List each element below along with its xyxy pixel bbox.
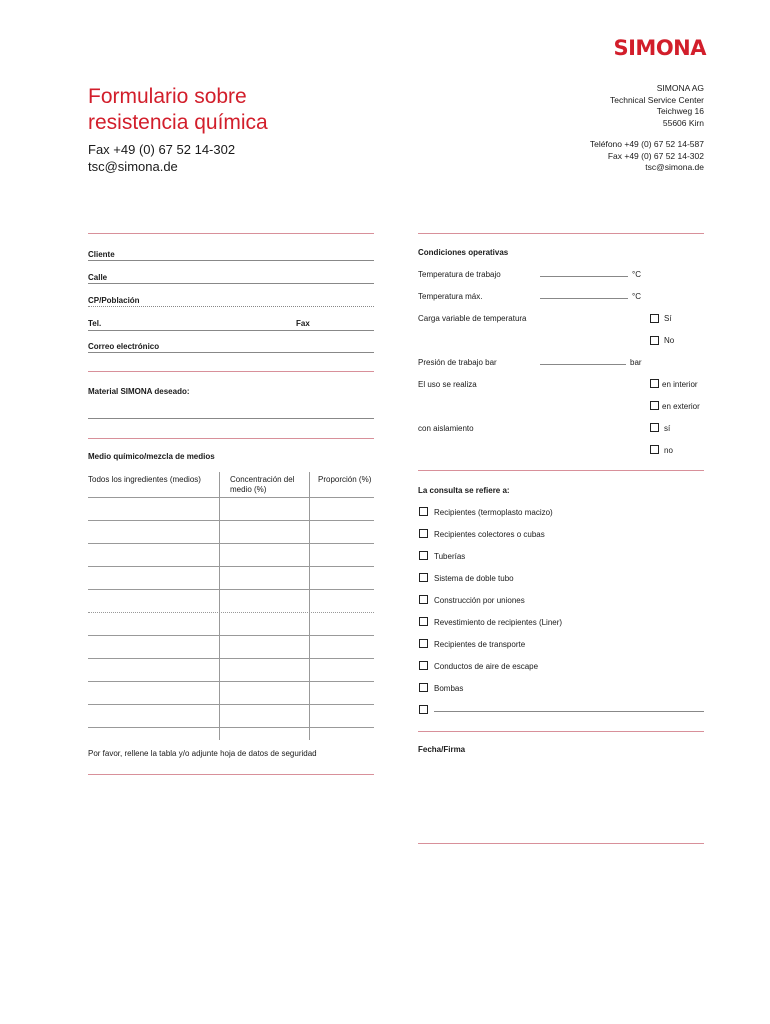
table-row[interactable] (88, 498, 374, 521)
temp-label: Temperatura de trabajo (418, 270, 501, 279)
material-field[interactable] (88, 418, 374, 419)
temp-max-label: Temperatura máx. (418, 292, 483, 301)
inquiry-checkbox-other[interactable] (419, 705, 428, 714)
address-phone: Teléfono +49 (0) 67 52 14-587 (589, 139, 704, 149)
inquiry-item-8: Conductos de aire de escape (434, 662, 539, 671)
title-line-2: resistencia química (88, 111, 268, 134)
divider-left-top (88, 233, 374, 234)
carga-no-checkbox[interactable] (650, 336, 659, 345)
table-row[interactable] (88, 659, 374, 682)
header-contact (88, 141, 235, 175)
cp-label: CP/Población (88, 296, 140, 305)
inquiry-checkbox-3[interactable] (419, 551, 428, 560)
address-email: tsc@simona.de (645, 162, 704, 172)
table-divider-1 (219, 472, 220, 740)
inquiry-heading: La consulta se refiere a: (418, 486, 510, 495)
tel-label: Tel. (88, 319, 102, 328)
inquiry-checkbox-7[interactable] (419, 639, 428, 648)
divider-right-top (418, 233, 704, 234)
address-dept: Technical Service Center (609, 94, 704, 105)
conditions-heading: Condiciones operativas (418, 248, 509, 257)
header-email: tsc@simona.de (88, 159, 178, 174)
cp-field[interactable] (88, 306, 374, 307)
address-city: 55606 Kirn (662, 117, 704, 128)
carga-si-label: Sí (664, 314, 672, 323)
inquiry-checkbox-4[interactable] (419, 573, 428, 582)
exterior-checkbox[interactable] (650, 401, 659, 410)
company-address (610, 83, 704, 129)
inquiry-item-3: Tuberías (434, 552, 466, 561)
table-row[interactable] (88, 590, 374, 613)
medium-table (88, 472, 374, 750)
temp-max-field[interactable] (540, 298, 628, 299)
interior-checkbox[interactable] (650, 379, 659, 388)
correo-field[interactable] (88, 352, 374, 353)
address-fax: Fax +49 (0) 67 52 14-302 (607, 150, 704, 161)
presion-label: Presión de trabajo bar (418, 358, 497, 367)
divider-right-inquiry (418, 470, 704, 471)
table-row[interactable] (88, 682, 374, 705)
title-line-1: Formulario sobre (88, 85, 247, 108)
divider-left-material (88, 371, 374, 372)
table-divider-2 (309, 472, 310, 740)
medium-note: Por favor, rellene la tabla y/o adjunte hoja de datos de seguridad (88, 749, 317, 758)
carga-no-label: No (664, 336, 675, 345)
inquiry-checkbox-9[interactable] (419, 683, 428, 692)
aislamiento-si-checkbox[interactable] (650, 423, 659, 432)
table-row[interactable] (88, 521, 374, 544)
divider-right-fecha (418, 731, 704, 732)
inquiry-checkbox-6[interactable] (419, 617, 428, 626)
temp-field[interactable] (540, 276, 628, 277)
header-fax: Fax +49 (0) 67 52 14-302 (88, 142, 236, 157)
address-company: SIMONA AG (656, 83, 704, 93)
medium-table-header (88, 472, 374, 498)
divider-left-medium (88, 438, 374, 439)
company-contact (590, 139, 704, 174)
tel-fax-field[interactable] (88, 330, 374, 331)
inquiry-checkbox-2[interactable] (419, 529, 428, 538)
aislamiento-no-label: no (664, 446, 673, 455)
table-row[interactable] (88, 636, 374, 659)
inquiry-item-6: Revestimiento de recipientes (Liner) (434, 618, 563, 627)
table-row[interactable] (88, 544, 374, 567)
presion-field[interactable] (540, 364, 626, 365)
divider-right-bottom (418, 843, 704, 844)
correo-label: Correo electrónico (88, 342, 160, 351)
inquiry-item-9: Bombas (434, 684, 464, 693)
aislamiento-si-label: sí (664, 424, 671, 433)
col-proporcion: Proporción (%) (318, 475, 372, 484)
simona-logo: SIMONA (613, 36, 706, 60)
col-ingredientes: Todos los ingredientes (medios) (88, 475, 201, 484)
uso-label: El uso se realiza (418, 380, 477, 389)
inquiry-item-7: Recipientes de transporte (434, 640, 526, 649)
inquiry-item-4: Sistema de doble tubo (434, 574, 514, 583)
divider-left-bottom (88, 774, 374, 775)
inquiry-item-1: Recipientes (termoplasto macizo) (434, 508, 553, 517)
calle-field[interactable] (88, 283, 374, 284)
table-row (88, 728, 374, 750)
col-concentracion-line-2: medio (%) (230, 485, 267, 494)
inquiry-item-5: Construcción por uniones (434, 596, 525, 605)
aislamiento-no-checkbox[interactable] (650, 445, 659, 454)
calle-label: Calle (88, 273, 108, 282)
table-row[interactable] (88, 567, 374, 590)
interior-label: en interior (662, 380, 698, 389)
fecha-label: Fecha/Firma (418, 745, 466, 754)
inquiry-other-field[interactable] (434, 711, 704, 712)
form-title (88, 84, 348, 136)
material-label: Material SIMONA deseado: (88, 387, 190, 396)
inquiry-checkbox-8[interactable] (419, 661, 428, 670)
inquiry-checkbox-5[interactable] (419, 595, 428, 604)
table-row[interactable] (88, 613, 374, 636)
temp-unit: °C (632, 270, 641, 279)
col-concentracion (230, 475, 294, 495)
col-concentracion-line-1: Concentración del (230, 475, 295, 484)
carga-label: Carga variable de temperatura (418, 314, 527, 323)
aislamiento-label: con aislamiento (418, 424, 474, 433)
table-row[interactable] (88, 705, 374, 728)
inquiry-checkbox-1[interactable] (419, 507, 428, 516)
inquiry-item-2: Recipientes colectores o cubas (434, 530, 545, 539)
temp-max-unit: °C (632, 292, 641, 301)
cliente-label: Cliente (88, 250, 115, 259)
presion-unit: bar (630, 358, 642, 367)
address-street: Teichweg 16 (656, 106, 704, 116)
cliente-field[interactable] (88, 260, 374, 261)
exterior-label: en exterior (662, 402, 700, 411)
fax-label: Fax (296, 319, 310, 328)
medium-heading: Medio químico/mezcla de medios (88, 452, 215, 461)
carga-si-checkbox[interactable] (650, 314, 659, 323)
